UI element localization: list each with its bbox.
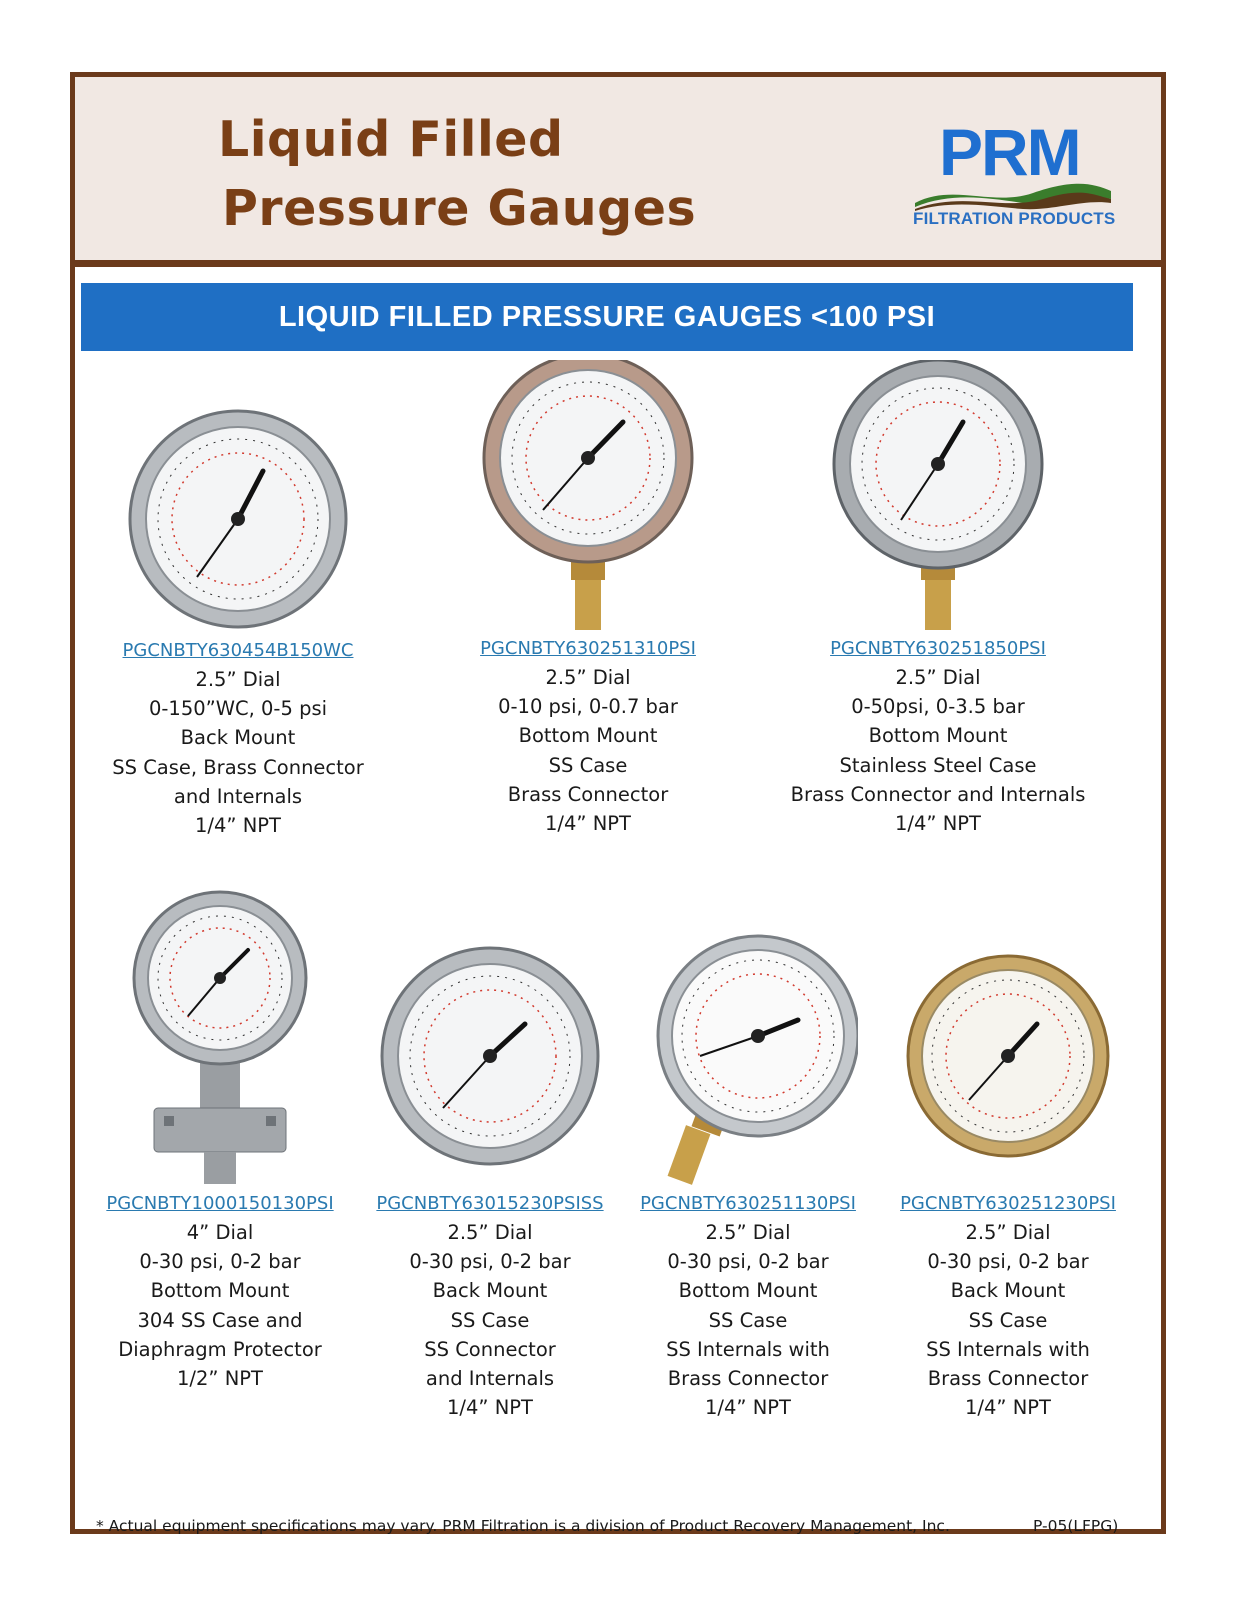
product-spec: SS Case — [548, 753, 628, 777]
pressure-gauge-icon — [823, 360, 1053, 633]
gauge-image — [120, 888, 320, 1188]
product-spec: 304 SS Case and — [137, 1308, 303, 1332]
product-spec: SS Internals with — [666, 1337, 830, 1361]
prm-logo — [913, 117, 1133, 237]
product-code-link[interactable]: PGCNBTY630454B150WC — [122, 640, 354, 661]
product-card — [98, 395, 378, 840]
footer-doc-code: P-05(LFPG) — [1033, 1517, 1119, 1535]
gauge-image — [823, 360, 1053, 633]
product-spec: Back Mount — [950, 1279, 1066, 1303]
product-spec: and Internals — [425, 1367, 555, 1391]
product-spec: 1/2” NPT — [177, 1367, 263, 1391]
product-code-link[interactable]: PGCNBTY630251850PSI — [830, 638, 1046, 659]
logo-wave-icon — [913, 177, 1113, 213]
product-spec: SS Case, Brass Connector — [112, 755, 364, 779]
pressure-gauge-icon — [123, 395, 353, 635]
product-spec: 0-50psi, 0-3.5 bar — [851, 695, 1025, 719]
product-spec: 0-10 psi, 0-0.7 bar — [498, 695, 678, 719]
product-card — [360, 940, 620, 1422]
product-spec: 1/4” NPT — [195, 814, 281, 838]
product-code-link[interactable]: PGCNBTY630251310PSI — [480, 638, 696, 659]
product-card — [448, 360, 728, 838]
product-card — [90, 888, 350, 1393]
product-spec: SS Case — [708, 1308, 788, 1332]
product-spec: Bottom Mount — [150, 1279, 290, 1303]
product-spec: 2.5” Dial — [447, 1221, 533, 1244]
diaphragm-gauge-icon — [120, 888, 320, 1188]
product-spec: Bottom Mount — [518, 724, 658, 748]
section-banner-title: LIQUID FILLED PRESSURE GAUGES <100 PSI — [278, 300, 936, 333]
product-spec: Brass Connector — [667, 1367, 829, 1391]
product-spec: 4” Dial — [186, 1221, 254, 1244]
logo-tagline: FILTRATION PRODUCTS — [913, 209, 1116, 228]
product-spec: Brass Connector — [507, 782, 669, 806]
product-spec: Brass Connector and Internals — [790, 782, 1086, 806]
product-spec: Brass Connector — [927, 1367, 1089, 1391]
product-code-link[interactable]: PGCNBTY1000150130PSI — [106, 1193, 334, 1214]
product-code-link[interactable]: PGCNBTY63015230PSISS — [376, 1193, 604, 1214]
header-band — [75, 77, 1161, 267]
product-code-link[interactable]: PGCNBTY630251130PSI — [640, 1193, 856, 1214]
logo-wordmark: PRM — [939, 115, 1080, 189]
product-spec: 2.5” Dial — [195, 668, 281, 691]
product-spec: and Internals — [173, 784, 303, 808]
footer-disclaimer: * Actual equipment specifications may vary. PRM Filtration is a division of Product Recovery Management, Inc. — [96, 1517, 950, 1535]
product-spec: 2.5” Dial — [705, 1221, 791, 1244]
product-spec: Bottom Mount — [678, 1279, 818, 1303]
product-spec: 0-30 psi, 0-2 bar — [927, 1250, 1089, 1274]
gauge-image — [473, 360, 703, 633]
product-card — [618, 932, 878, 1422]
product-spec: Stainless Steel Case — [839, 753, 1037, 777]
product-spec: SS Internals with — [926, 1337, 1090, 1361]
pressure-gauge-icon — [375, 940, 605, 1188]
product-spec: Diaphragm Protector — [118, 1337, 322, 1361]
page-title-line-2: Pressure Gauges — [222, 180, 697, 237]
product-code-link[interactable]: PGCNBTY630251230PSI — [900, 1193, 1116, 1214]
product-spec: 2.5” Dial — [545, 666, 631, 689]
product-spec: SS Case — [450, 1308, 530, 1332]
product-spec: 1/4” NPT — [895, 812, 981, 836]
product-spec: 0-30 psi, 0-2 bar — [409, 1250, 571, 1274]
pressure-gauge-icon — [638, 932, 858, 1188]
product-spec: 2.5” Dial — [965, 1221, 1051, 1244]
pressure-gauge-icon — [473, 360, 703, 633]
product-card — [878, 952, 1138, 1422]
product-spec: 0-30 psi, 0-2 bar — [667, 1250, 829, 1274]
product-spec: 1/4” NPT — [705, 1396, 791, 1420]
product-spec: 0-150”WC, 0-5 psi — [148, 697, 328, 721]
product-spec: 1/4” NPT — [965, 1396, 1051, 1420]
gauge-image — [638, 932, 858, 1188]
product-spec: 1/4” NPT — [447, 1396, 533, 1420]
product-card — [778, 360, 1098, 838]
product-spec: Back Mount — [432, 1279, 548, 1303]
product-spec: 2.5” Dial — [895, 666, 981, 689]
product-spec: SS Case — [968, 1308, 1048, 1332]
gauge-image — [375, 940, 605, 1188]
pressure-gauge-icon — [903, 952, 1113, 1188]
page-title-line-1: Liquid Filled — [218, 111, 564, 168]
product-spec: 1/4” NPT — [545, 812, 631, 836]
section-banner — [81, 283, 1133, 351]
product-spec: SS Connector — [424, 1337, 556, 1361]
product-spec: Back Mount — [180, 726, 296, 750]
product-spec: Bottom Mount — [868, 724, 1008, 748]
product-spec: 0-30 psi, 0-2 bar — [139, 1250, 301, 1274]
gauge-image — [123, 395, 353, 635]
gauge-image — [903, 952, 1113, 1188]
